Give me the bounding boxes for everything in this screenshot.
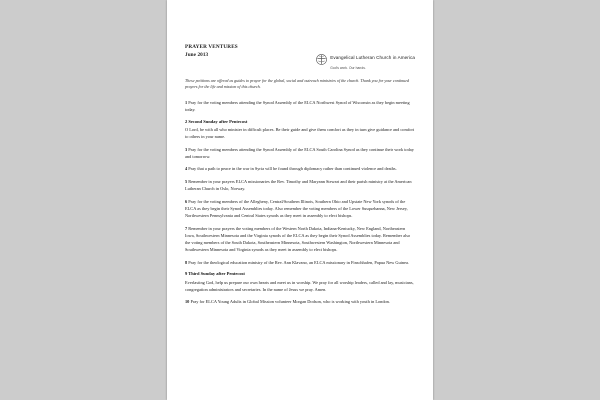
entry-text	[185, 198, 415, 219]
prayer-entry	[185, 271, 415, 292]
prayer-entry	[185, 298, 415, 305]
issue-date: June 2013	[185, 52, 209, 59]
entry-text	[185, 298, 415, 305]
entry-text	[185, 259, 415, 266]
page-content	[167, 0, 433, 321]
entry-body-text: Pray for ELCA Young Adults in Global Mission volunteer Morgan Dodson, who is working with youth in London.	[190, 299, 390, 305]
elca-logo	[316, 45, 415, 71]
prayer-entry	[185, 198, 415, 219]
entry-number: 1	[185, 99, 188, 105]
entry-body-text: Pray for the voting members attending the Synod Assembly of the ELCA Northwest Synod of Wisconsin as they begin meeting today.	[185, 99, 410, 112]
entry-body-text: Pray for the voting members of the Allegheny, Central/Southern Illinois, Southern Ohio and Upstate New York synods of the ELCA as they begin their Synod Assemblies today. Also remember the voting members of the Lower Susquehanna, New Jersey, Northwestern Pennsylvania and Central States synods as they meet in assembly to elect bishops.	[185, 198, 408, 218]
prayer-entry	[185, 165, 415, 172]
prayer-entry	[185, 178, 415, 192]
entry-heading: 2 Second Sunday after Pentecost	[185, 118, 248, 124]
title-block	[185, 44, 238, 59]
brand-text	[330, 45, 415, 71]
entry-text	[185, 178, 415, 192]
elca-cross-emblem-icon	[316, 52, 327, 63]
entry-number: 3	[185, 146, 188, 152]
entry-number: 6	[185, 198, 188, 204]
prayer-entry	[185, 99, 415, 113]
intro-paragraph: These petitions are offered as guides to prayer for the global, social and outreach ministries of the church. Thank you for your continued prayers for the life and mission of this church.	[185, 77, 410, 90]
entry-text	[185, 99, 415, 113]
brand-name: Evangelical Lutheran Church in America	[330, 55, 415, 60]
entry-body-text: Everlasting God, help us prepare our own hearts and meet us in worship. We pray for all worship leaders, called and lay, musicians, congregation administrators and secretaries. In the name of Jesus we pray. Amen.	[185, 279, 414, 292]
entry-body-text: Pray for the theological education ministry of the Rev. Ann Klavano, an ELCA missionary in Finschhafen, Papua New Guinea.	[188, 259, 409, 265]
entry-body-text: Remember in your prayers the voting members of the Western North Dakota, Indiana-Kentucky, New England, Northeastern Iowa, Southwestern Minnesota and the Virginia synods of the ELCA as they begin their Synod Assemblies today. Remember also the voting members of the South Dakota, Southeastern Minnesota, Southwestern Washington, Northwestern Minnesota and Southwestern Minnesota and Virginia synods as they meet in assembly to elect bishops.	[185, 225, 411, 252]
prayer-entry	[185, 119, 415, 140]
prayer-entry	[185, 259, 415, 266]
entry-text	[185, 165, 415, 172]
entry-number: 4	[185, 166, 188, 172]
entry-heading: 9 Third Sunday after Pentecost	[185, 271, 245, 277]
entry-text	[185, 146, 415, 160]
brand-tagline: God's work. Our hands.	[330, 66, 366, 71]
document-header	[185, 44, 415, 71]
prayer-entry	[185, 146, 415, 160]
entry-body-text: Pray for the voting members attending the Synod Assembly of the ELCA South Carolina Synod as they continue their work today and tomorrow.	[185, 146, 414, 159]
entry-body-text: O Lord, be with all who minister in difficult places. Be their guide and give them comfort as they in turn give guidance and comfort to others in your name.	[185, 126, 415, 139]
entry-text	[185, 225, 415, 253]
prayer-entry	[185, 225, 415, 253]
entry-body-text: Pray that a path to peace in the war in Syria will be found through diplomacy rather than continued violence and deaths.	[188, 166, 397, 172]
entry-number: 7	[185, 225, 188, 231]
entry-body-text: Remember in your prayers ELCA missionaries the Rev. Timothy and Maryann Stewart and their parish ministry at the American Lutheran Church in Oslo, Norway.	[185, 179, 412, 192]
entry-number: 5	[185, 179, 188, 185]
page-title: PRAYER VENTURES	[185, 44, 238, 50]
prayer-entries-list	[185, 99, 415, 305]
entry-number: 8	[185, 259, 188, 265]
entry-number: 10	[185, 299, 190, 305]
document-page	[167, 0, 433, 400]
